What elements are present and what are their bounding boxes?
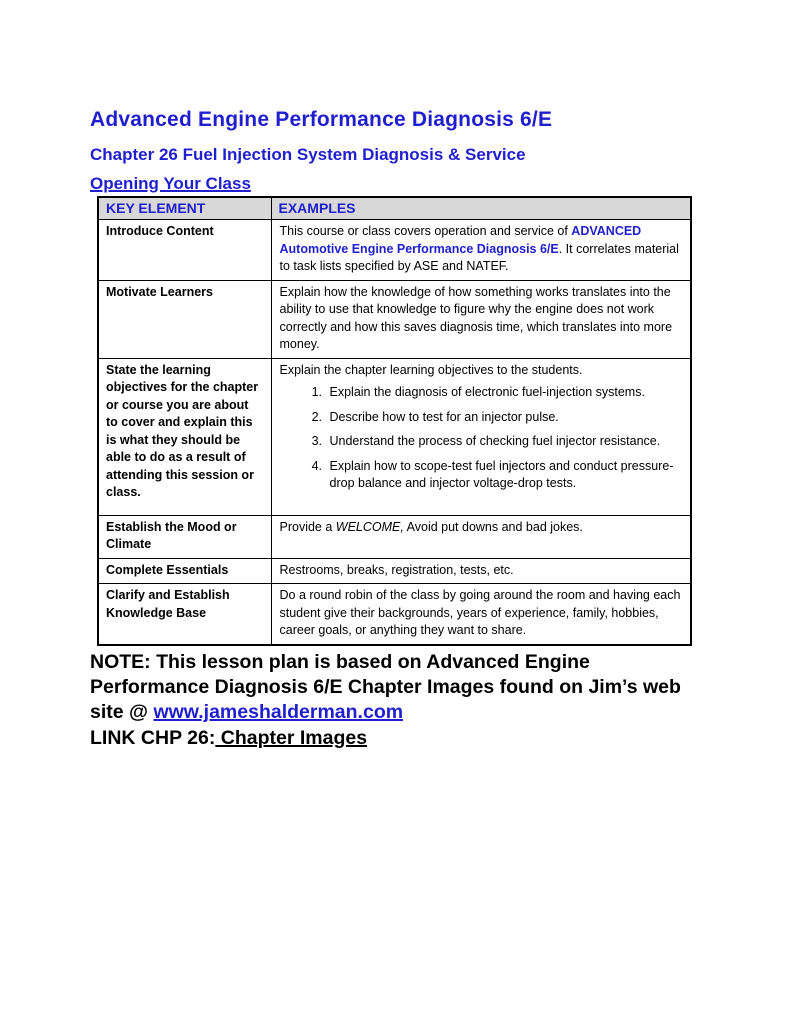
section-heading: Opening Your Class (90, 174, 251, 193)
table-row-motivate-learners (98, 280, 691, 358)
key-element-label: Establish the Mood or Climate (98, 515, 271, 558)
example-text-post: Avoid put downs and bad jokes. (403, 519, 583, 534)
website-link[interactable]: www.jameshalderman.com (153, 701, 404, 724)
document-title: Advanced Engine Performance Diagnosis 6/E (90, 108, 553, 131)
objective-item: 4. Explain how to scope-test fuel injectors and conduct pressure-drop balance and injector voltage-drop tests. (326, 458, 683, 493)
chapter-heading: Chapter 26 Fuel Injection System Diagnosis & Service (90, 145, 526, 164)
example-text: Restrooms, breaks, registration, tests, etc. (271, 558, 691, 584)
lesson-plan-table (97, 196, 692, 646)
key-element-label: State the learning objectives for the chapter or course you are about to cover and explain this is what they should be able to do as a result of attending this session or class. (98, 358, 271, 515)
table-row-complete-essentials (98, 558, 691, 584)
example-text (271, 515, 691, 558)
example-text-pre: Provide a (279, 519, 336, 534)
objective-item: 3. Understand the process of checking fuel injector resistance. (326, 433, 683, 451)
document-page (90, 108, 708, 751)
link-chp-label: LINK CHP 26: (90, 726, 216, 749)
table-row-clarify-knowledge-base (98, 584, 691, 645)
objectives-list (280, 384, 683, 493)
key-element-label: Complete Essentials (98, 558, 271, 584)
example-text (271, 358, 691, 515)
key-element-label: Clarify and Establish Knowledge Base (98, 584, 271, 645)
table-header-row (98, 197, 691, 220)
note-block (90, 650, 708, 751)
note-text: NOTE: This lesson plan is based on Advanced Engine Performance Diagnosis 6/E Chapter Images found on Jim’s web site @ (90, 650, 681, 724)
example-text (271, 220, 691, 281)
example-text: Do a round robin of the class by going around the room and having each student give their backgrounds, years of experience, family, hobbies, career goals, or anything they want to share. (271, 584, 691, 645)
col-header-key-element: KEY ELEMENT (98, 197, 271, 220)
col-header-examples: EXAMPLES (271, 197, 691, 220)
key-element-label: Motivate Learners (98, 280, 271, 358)
chapter-images-link[interactable]: Chapter Images (215, 726, 368, 749)
key-element-label: Introduce Content (98, 220, 271, 281)
example-text-italic: WELCOME, (335, 519, 404, 534)
table-row-establish-mood (98, 515, 691, 558)
example-text-highlight: ADVANCED Automotive Engine Performance Diagnosis 6/E (279, 224, 642, 256)
objectives-intro: Explain the chapter learning objectives to the students. (279, 362, 583, 377)
table-row-learning-objectives (98, 358, 691, 515)
table-row-introduce-content (98, 220, 691, 281)
objective-item: 2. Describe how to test for an injector pulse. (326, 409, 683, 427)
objective-item: 1. Explain the diagnosis of electronic fuel-injection systems. (326, 384, 683, 402)
example-text-post: . It correlates material to task lists specified by ASE and NATEF. (279, 241, 679, 273)
example-text-pre: This course or class covers operation and service of (279, 224, 572, 238)
example-text: Explain how the knowledge of how something works translates into the ability to use that knowledge to figure why the engine does not work correctly and how this saves diagnosis time, which translates into more money. (271, 280, 691, 358)
